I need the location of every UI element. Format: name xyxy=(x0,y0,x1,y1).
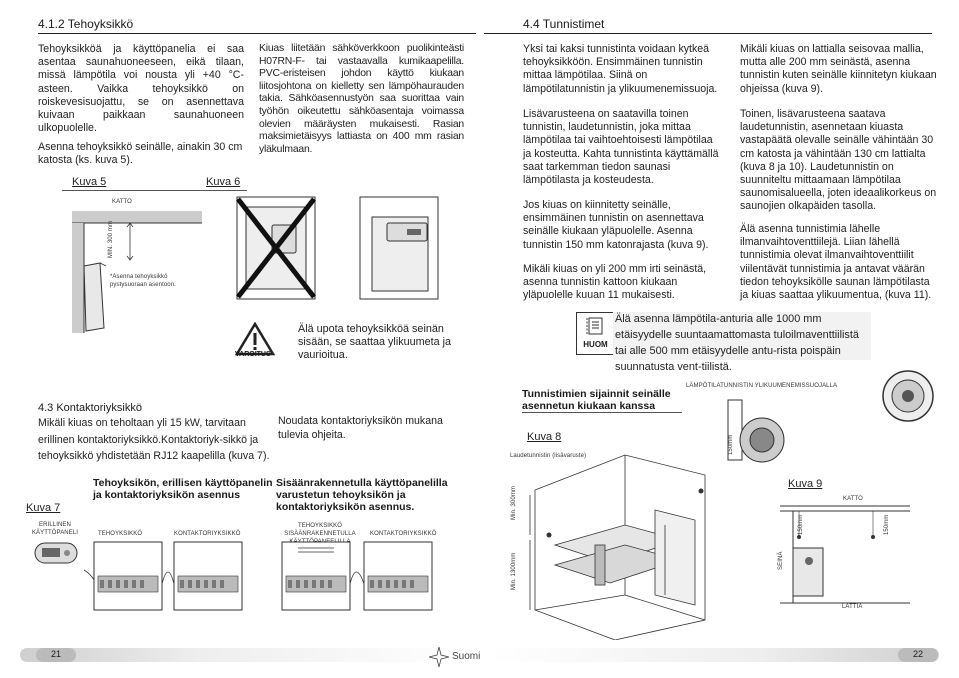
sensor-closeup xyxy=(726,395,806,470)
sensors-col1-p2: Lisävarusteena on saatavilla toinen tunnistin, laudetunnistin, joka mittaa lämpötilaa tai vaihtoehtoisesti lämpötilaa ja kosteutta. Kahta tunnistinta käyttämällä saat tarkemman tiedon saunasi lämpötilasta ja kosteudesta. xyxy=(523,108,719,187)
diagram-1-contactor-label: KONTAKTORIYKSIKKÖ xyxy=(174,531,241,537)
sensor-device-icon xyxy=(880,368,936,424)
figure-5-label: Kuva 5 xyxy=(72,176,107,188)
footer-bar-right xyxy=(490,648,939,662)
figure-7-label: Kuva 7 xyxy=(26,502,61,514)
figure-6-label: Kuva 6 xyxy=(206,176,241,188)
figure-9-wall-label: SEINÄ xyxy=(778,551,784,570)
sensors-col2-p2: Toinen, lisävarusteena saatava laudetunnistin, asennetaan kiuasta vastapäätä olevalle seinälle vähintään 30 cm katosta ja vähintään 130 cm lattialta (kuva 8 ja 10). Laudetunnistin on suunniteltu mittaamaan lämpötilaa saunomisalueella, joten ideaalikorkeus on saunojien olkapäiden tasolla. xyxy=(740,108,937,213)
figure-5-diagram xyxy=(62,196,212,336)
note-label: HUOM xyxy=(583,340,608,349)
footer-bar-left xyxy=(20,648,468,662)
figure-9-150-b: 150mm xyxy=(884,514,890,535)
sensor-150-label: 150mm xyxy=(728,434,734,455)
sensor-diagram-title: Tunnistimien sijainnit seinälle asennetun kiukaan kanssa xyxy=(522,388,671,412)
wiring-instructions: Kiuas liitetään sähköverkkoon puolikinteästi H07RN-F- tai vastaavalla kumikaapelilla. PVC-eristeisen johdon käyttö kiukaan liitosjohtona on kielletty sen lämpöhaurauden takia. Sähköasennustyön saa suorittaa vain työhön oikeutettu sähköasentaja voimassa olevien määräysten mukaisesti. Rasian maksimietäisyys lattiasta on 400 mm rasian yläkulmaan. xyxy=(259,43,464,155)
section-title-contactor: 4.3 Kontaktoriyksikkö xyxy=(38,402,142,414)
figure-9-diagram xyxy=(775,503,915,618)
warning-text: Älä upota tehoyksikköä seinän sisään, se saattaa ylikuumeta ja vaurioitua. xyxy=(298,323,452,361)
figure-9-label: Kuva 9 xyxy=(788,478,823,490)
star-logo-icon xyxy=(428,646,450,668)
diagram-2-title: Sisäänrakennetulla käyttöpanelilla varustetun tehoyksikön ja kontaktoriyksikön asennus. xyxy=(276,477,448,513)
figure-6-diagram xyxy=(232,193,452,305)
page-number-right: 22 xyxy=(912,649,923,659)
footer-language: Suomi xyxy=(452,651,481,662)
diagram-2-power-unit-label: TEHOYKSIKKÖ SISÄÄNRAKENNETULLA xyxy=(284,523,356,537)
figure-5-ceiling-label: KATTO xyxy=(112,199,132,205)
section-title-sensors: 4.4 Tunnistimet xyxy=(523,17,605,31)
diagram-1-power-unit-label: TEHOYKSIKKÖ xyxy=(98,531,143,537)
figure-9-ceiling-label: KATTO xyxy=(843,496,863,502)
page-number-left: 21 xyxy=(50,649,61,659)
separate-panel-label: ERILLINEN KÄYTTÖPANELI xyxy=(31,522,79,536)
figure-underline xyxy=(62,190,247,191)
title-rule-right xyxy=(484,33,932,34)
sensors-col1-p3: Jos kiuas on kiinnitetty seinälle, ensimmäinen tunnistin on asennettava seinälle kiukaan yläpuolelle. Asenna tunnistin 150 mm katonrajasta (kuva 9). xyxy=(523,199,709,251)
overheat-sensor-caption: LÄMPÖTILATUNNISTIN YLIKUUMENEMISSUOJALLA xyxy=(686,383,838,389)
power-unit-intro: Tehoyksikköä ja käyttöpanelia ei saa asentaa saunahuoneeseen, eikä tilaan, missä lämpötila voi nousta yli +40 °C-asteen. Vaikka tehoyksikkö on roiskevesisuojattu, se on asennettava kuivaan paikkaan saunahuoneen ulkopuolelle. xyxy=(38,43,244,135)
diagram-1-title: Tehoyksikön, erillisen käyttöpanelin ja kontaktoriyksikön asennus xyxy=(93,477,273,501)
note-text: Älä asenna lämpötila-anturia alle 1000 mm etäisyydelle suuntaamattomasta tuloilmaventtiilistä tai alle 500 mm etäisyydelle antu-rista poispäin suunnatusta vent-tiilistä. xyxy=(615,313,859,373)
section-title-power-unit: 4.1.2 Tehoyksikkö xyxy=(38,17,134,31)
figure-9-150-a: 150mm xyxy=(798,514,804,535)
figure-5-note: *Asenna tehoyksikkö pystysuoraan asentoon. xyxy=(110,274,176,288)
note-icon xyxy=(577,313,614,339)
contactor-follow-instructions: Noudata kontaktoriyksikön mukana tulevia ohjeita. xyxy=(278,415,443,441)
sensors-col1-p4: Mikäli kiuas on yli 200 mm irti seinästä, asenna tunnistin kattoon kiukaan yläpuolelle kuuan 11 mukaisesti. xyxy=(523,263,707,302)
figure-9-floor-label: LATTIA xyxy=(842,604,863,610)
figure-5-min-distance: MIN. 300 mm xyxy=(108,220,114,258)
min-1300-label: Min. 1300mm xyxy=(511,552,517,590)
power-unit-wall-mount: Asenna tehoyksikkö seinälle, ainakin 30 cm katosta (ks. kuva 5). xyxy=(38,141,243,167)
figure-8-label: Kuva 8 xyxy=(527,431,562,443)
title-rule-left xyxy=(38,33,476,34)
note-badge xyxy=(576,312,615,355)
contactor-text: Mikäli kiuas on teholtaan yli 15 kW, tarvitaan erillinen kontaktoriyksikkö.Kontaktoriyk-sikkö ja tehoyksikkö yhdistetään RJ12 kaapelilla (kuva 7). xyxy=(38,417,270,462)
contactor-wiring-diagrams xyxy=(84,540,474,616)
bench-sensor-label: Laudetunnistin (lisävaruste) xyxy=(510,453,587,459)
sensors-col2-p1: Mikäli kiuas on lattialla seisovaa mallia, mutta alle 200 mm seinästä, asenna tunnistin kuten seinälle kiinnitetyn kiukaan ohjeissa (kuva 9). xyxy=(740,43,937,95)
sensors-col1-p1: Yksi tai kaksi tunnistinta voidaan kytkeä tehoyksikköön. Ensimmäinen tunnistin mittaa lämpötilaa. Siinä on lämpötilatunnistin ja ylikuumenemissuoja. xyxy=(523,43,718,95)
control-panel-illustration xyxy=(34,542,78,564)
warning-label: VAROITUS xyxy=(235,351,271,358)
diagram-2-contactor-label: KONTAKTORIYKSIKKÖ xyxy=(370,531,437,537)
min-300-label: Min. 300mm xyxy=(511,485,517,520)
sensors-col2-p3: Älä asenna tunnistimia lähelle ilmanvaihtoventtiilejä. Liian lähellä tunnistimia olevat ilmanvaihtoventtiilit viilentävät tunnistimia ja antavat väärän tiedon tehoyksikölle saunan lämpötilasta ja kiuas saattaa ylikuumentua, (kuva 11). xyxy=(740,223,932,302)
